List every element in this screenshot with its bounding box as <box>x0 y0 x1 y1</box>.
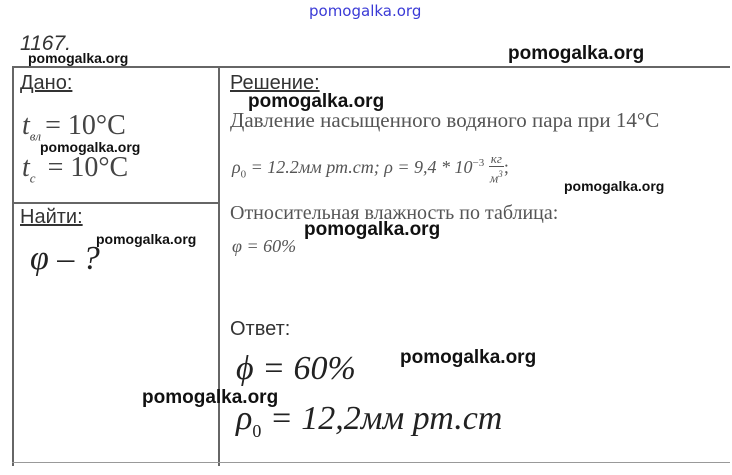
units-fraction: $\frac{кг}{м^3}$ <box>489 151 503 186</box>
answer-heading: Ответ: <box>230 318 291 340</box>
solution-line-3: Относительная влажность по таблица: <box>230 202 559 224</box>
watermark: pomogalka.org <box>248 91 385 112</box>
table-top-border <box>12 66 730 68</box>
solution-line-1: Давление насыщенного водяного пара при 14°С <box>230 108 660 132</box>
table-row-divider <box>12 202 220 204</box>
watermark: pomogalka.org <box>564 178 665 194</box>
watermark: pomogalka.org <box>40 139 141 155</box>
watermark: pomogalka.org <box>400 347 537 368</box>
table-bottom-border <box>12 462 730 463</box>
problem-number: 1167. <box>20 32 71 55</box>
given-t-vl: $t_{вл} = 10^\circ C$ <box>22 110 126 144</box>
solution-heading: Решение: <box>230 72 320 94</box>
answer-rho: $\rho_0 = 12,2мм$ рт.ст <box>236 400 503 441</box>
solution-line-2: $\rho_0 = 12.2мм$ рт.ст; $\rho = 9,4 * 10^{-3}$ $\frac{кг}{м^3}$ ; <box>232 151 509 186</box>
find-heading: Найти: <box>20 206 83 228</box>
table-left-border <box>12 66 14 466</box>
find-expression: φ – ? <box>30 240 100 277</box>
watermark: pomogalka.org <box>96 231 197 247</box>
given-t-c: $t_с = 10^\circ C$ <box>22 152 129 186</box>
given-heading: Дано: <box>20 72 73 94</box>
watermark: pomogalka.org <box>304 219 441 240</box>
watermark: pomogalka.org <box>142 387 279 408</box>
watermark: pomogalka.org <box>508 43 645 64</box>
solution-phi: φ = 60% <box>232 236 297 256</box>
top-watermark: pomogalka.org <box>309 2 422 20</box>
watermark: pomogalka.org <box>28 50 129 66</box>
answer-phi: ϕ = 60% <box>236 350 356 387</box>
